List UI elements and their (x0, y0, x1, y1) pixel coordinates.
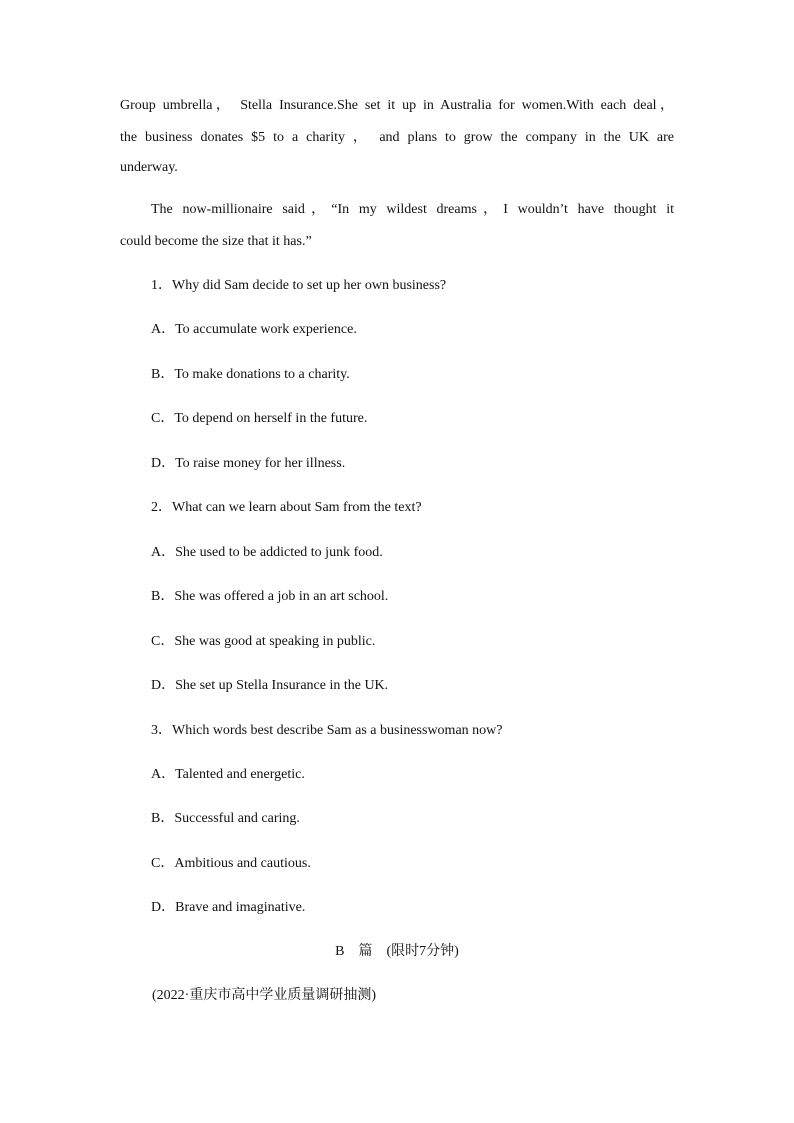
question-2-option-d: D．She set up Stella Insurance in the UK. (151, 678, 389, 693)
section-b-title: B 篇 (限时7分钟) (335, 944, 459, 959)
passage-p1-line-2: the business donates $5 to a charity ， and plans to grow the company in the UK are (120, 130, 674, 145)
question-1-option-a: A．To accumulate work experience. (151, 322, 357, 337)
question-1-stem: 1．Why did Sam decide to set up her own business? (151, 278, 447, 293)
passage-p2-line-2: could become the size that it has.” (120, 234, 312, 249)
passage-p2-line-1: The now-millionaire said，“In my wildest dreams，I wouldn’t have thought it (151, 202, 674, 217)
question-3-option-c: C．Ambitious and cautious. (151, 856, 311, 871)
question-3-option-d: D．Brave and imaginative. (151, 900, 306, 915)
question-2-stem: 2．What can we learn about Sam from the text? (151, 500, 422, 515)
question-1-option-c: C．To depend on herself in the future. (151, 411, 368, 426)
question-3-stem: 3．Which words best describe Sam as a businesswoman now? (151, 723, 503, 738)
question-1-option-d: D．To raise money for her illness. (151, 456, 346, 471)
question-2-option-c: C．She was good at speaking in public. (151, 634, 376, 649)
section-b-source: (2022·重庆市高中学业质量调研抽测) (152, 988, 376, 1003)
question-1-option-b: B．To make donations to a charity. (151, 367, 350, 382)
passage-p1-line-1: Group umbrella， Stella Insurance.She set it up in Australia for women.With each deal， (120, 98, 674, 113)
question-3-option-b: B．Successful and caring. (151, 811, 300, 826)
question-2-option-a: A．She used to be addicted to junk food. (151, 545, 383, 560)
question-2-option-b: B．She was offered a job in an art school. (151, 589, 389, 604)
question-3-option-a: A．Talented and energetic. (151, 767, 305, 782)
passage-p1-line-3: underway. (120, 160, 178, 175)
